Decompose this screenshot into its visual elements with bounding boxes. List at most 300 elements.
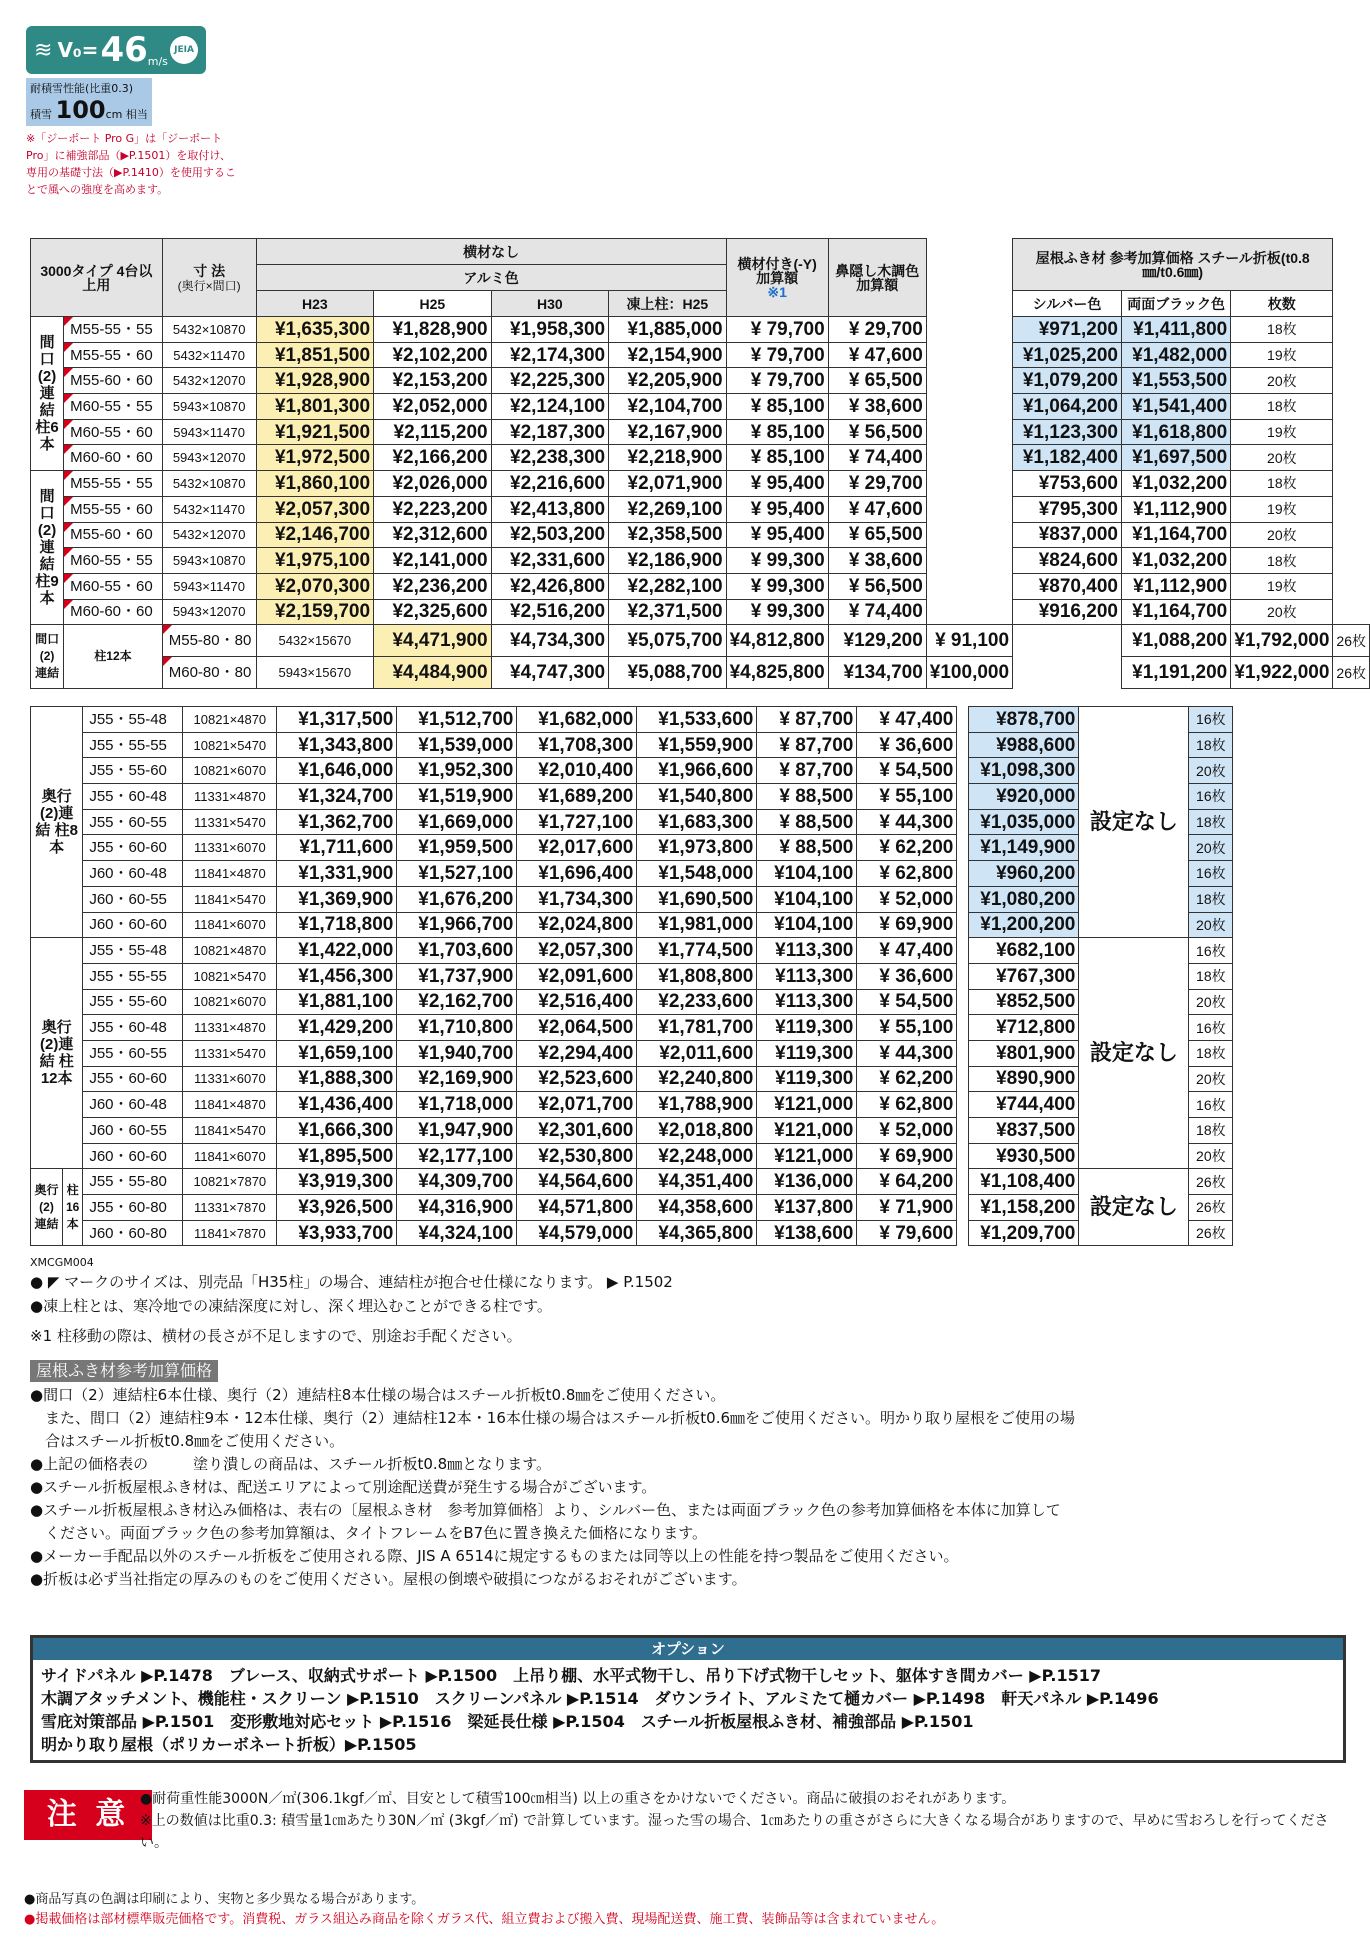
price-cell: ¥2,167,900 bbox=[609, 419, 727, 445]
table-row bbox=[31, 342, 1370, 368]
model-code: J55・55-55 bbox=[83, 732, 183, 758]
roof-notes bbox=[30, 1384, 1075, 1591]
gap bbox=[957, 912, 969, 938]
gap bbox=[926, 599, 1012, 625]
dimension: 11331×5470 bbox=[183, 809, 277, 835]
price-cell: ¥1,317,500 bbox=[277, 707, 397, 733]
dimension: 5432×11470 bbox=[162, 496, 256, 522]
top-note: ※「ジーポート Pro G」は「ジーポート Pro」に補強部品（▶P.1501）を取付け、専用の基礎寸法（▶P.1410）を使用することで風への強度を高めます。 bbox=[26, 132, 236, 196]
price-cell: ¥1,966,700 bbox=[397, 912, 517, 938]
roof-note: 合はスチール折板t0.8㎜をご使用ください。 bbox=[30, 1432, 345, 1450]
price-cell: ¥1,958,300 bbox=[491, 317, 609, 343]
price-cell: ¥2,162,700 bbox=[397, 989, 517, 1015]
price-cell: ¥971,200 bbox=[1013, 317, 1122, 343]
nobar-header: 横材なし bbox=[256, 239, 726, 265]
price-cell: ¥ 65,500 bbox=[828, 368, 926, 394]
sheet-count: 20枚 bbox=[1189, 1143, 1233, 1169]
price-cell: ¥ 87,700 bbox=[757, 707, 857, 733]
model-code: M60-55・60 bbox=[64, 573, 163, 599]
price-cell: ¥ 88,500 bbox=[757, 784, 857, 810]
price-cell: ¥ 54,500 bbox=[857, 758, 957, 784]
dim-header-label: 寸 法 bbox=[193, 262, 226, 279]
caution-badge bbox=[24, 1790, 152, 1840]
table-row bbox=[31, 1066, 1233, 1092]
no-setting-cell: 設定なし bbox=[1079, 707, 1189, 938]
price-cell: ¥1,966,600 bbox=[637, 758, 757, 784]
price-cell: ¥2,018,800 bbox=[637, 1118, 757, 1144]
roof-note: ●スチール折板屋根ふき材は、配送エリアによって別途配送費が発生する場合がございます。 bbox=[30, 1478, 657, 1496]
roof-note: また、間口（2）連結柱9本・12本仕様、奥行（2）連結柱12本・16本仕様の場合はスチール折板t0.6㎜をご使用ください。明かり取り屋根をご使用の場 bbox=[30, 1409, 1076, 1427]
model-code: J55・60-80 bbox=[83, 1195, 183, 1221]
dimension: 11331×7870 bbox=[183, 1195, 277, 1221]
price-cell: ¥ 79,700 bbox=[726, 317, 828, 343]
price-cell: ¥ 36,600 bbox=[857, 732, 957, 758]
table-row bbox=[31, 445, 1370, 471]
sheet-count: 20枚 bbox=[1189, 1066, 1233, 1092]
sheet-count: 16枚 bbox=[1189, 938, 1233, 964]
dimension: 11331×4870 bbox=[183, 784, 277, 810]
price-cell: ¥ 36,600 bbox=[857, 963, 957, 989]
table-row bbox=[31, 963, 1233, 989]
price-cell: ¥1,541,400 bbox=[1121, 394, 1230, 420]
model-code: M60-80・80 bbox=[162, 657, 256, 689]
price-cell: ¥1,422,000 bbox=[277, 938, 397, 964]
table-row bbox=[31, 657, 1370, 689]
price-cell: ¥1,158,200 bbox=[969, 1195, 1079, 1221]
price-cell: ¥ 29,700 bbox=[828, 317, 926, 343]
price-cell: ¥ 29,700 bbox=[828, 471, 926, 497]
price-cell: ¥ 54,500 bbox=[857, 989, 957, 1015]
model-code: J55・55-80 bbox=[83, 1169, 183, 1195]
table-row bbox=[31, 419, 1370, 445]
price-cell: ¥1,959,500 bbox=[397, 835, 517, 861]
price-cell: ¥1,922,000 bbox=[1231, 657, 1333, 689]
price-cell: ¥ 56,500 bbox=[828, 419, 926, 445]
price-cell: ¥1,209,700 bbox=[969, 1220, 1079, 1246]
note-mark: ● ◤ マークのサイズは、別売品「H35柱」の場合、連結柱が抱合せ仕様になります。 ▶ P.1502 bbox=[30, 1273, 673, 1291]
price-cell: ¥2,358,500 bbox=[609, 522, 727, 548]
price-cell: ¥ 91,100 bbox=[926, 625, 1012, 657]
price-cell: ¥ 47,600 bbox=[828, 496, 926, 522]
model-code: J60・60-55 bbox=[83, 886, 183, 912]
table-row bbox=[31, 625, 1370, 657]
dimension: 5943×15670 bbox=[256, 657, 374, 689]
price-cell: ¥1,079,200 bbox=[1013, 368, 1122, 394]
model-code: M60-55・60 bbox=[64, 419, 163, 445]
dimension: 11841×6070 bbox=[183, 1143, 277, 1169]
price-cell: ¥ 52,000 bbox=[857, 886, 957, 912]
price-cell: ¥1,456,300 bbox=[277, 963, 397, 989]
price-cell: ¥2,102,200 bbox=[374, 342, 492, 368]
model-code: J60・60-60 bbox=[83, 1143, 183, 1169]
spec-header bbox=[26, 26, 236, 198]
price-cell: ¥1,429,200 bbox=[277, 1015, 397, 1041]
table-row bbox=[31, 1195, 1233, 1221]
price-cell: ¥1,666,300 bbox=[277, 1118, 397, 1144]
dimension: 5432×12070 bbox=[162, 522, 256, 548]
price-cell: ¥1,696,400 bbox=[517, 861, 637, 887]
price-cell: ¥1,708,300 bbox=[517, 732, 637, 758]
footer-line: ●商品写真の色調は印刷により、実物と多少異なる場合があります。 bbox=[24, 1892, 425, 1907]
table-row bbox=[31, 522, 1370, 548]
price-cell: ¥1,689,200 bbox=[517, 784, 637, 810]
model-code: M60-55・55 bbox=[64, 548, 163, 574]
gap bbox=[926, 445, 1012, 471]
price-cell: ¥ 69,900 bbox=[857, 912, 957, 938]
model-code: J55・55-60 bbox=[83, 989, 183, 1015]
price-cell: ¥960,200 bbox=[969, 861, 1079, 887]
price-cell: ¥137,800 bbox=[757, 1195, 857, 1221]
price-cell: ¥1,343,800 bbox=[277, 732, 397, 758]
price-cell: ¥2,026,000 bbox=[374, 471, 492, 497]
options-line[interactable]: 明かり取り屋根（ポリカーボネート折板）▶P.1505 bbox=[41, 1735, 417, 1754]
price-cell: ¥1,895,500 bbox=[277, 1143, 397, 1169]
price-cell: ¥113,300 bbox=[757, 938, 857, 964]
dimension: 5943×12070 bbox=[162, 445, 256, 471]
price-cell: ¥795,300 bbox=[1013, 496, 1122, 522]
gap bbox=[957, 886, 969, 912]
model-code: M55-80・80 bbox=[162, 625, 256, 657]
gap bbox=[926, 573, 1012, 599]
price-cell: ¥1,646,000 bbox=[277, 758, 397, 784]
dimension: 10821×5470 bbox=[183, 732, 277, 758]
price-cell: ¥119,300 bbox=[757, 1066, 857, 1092]
snow-value-row bbox=[30, 96, 148, 124]
price-cell: ¥2,503,200 bbox=[491, 522, 609, 548]
dimension: 5432×10870 bbox=[162, 471, 256, 497]
price-cell: ¥1,369,900 bbox=[277, 886, 397, 912]
price-cell: ¥878,700 bbox=[969, 707, 1079, 733]
price-cell: ¥1,191,200 bbox=[1121, 657, 1230, 689]
note-frost: ●凍上柱とは、寒冷地での凍結深度に対し、深く埋込むことができる柱です。 bbox=[30, 1297, 552, 1315]
price-cell: ¥1,697,500 bbox=[1121, 445, 1230, 471]
price-cell: ¥104,100 bbox=[757, 886, 857, 912]
price-cell: ¥100,000 bbox=[926, 657, 1012, 689]
price-cell: ¥ 62,200 bbox=[857, 1066, 957, 1092]
price-cell: ¥ 62,800 bbox=[857, 861, 957, 887]
price-cell: ¥ 85,100 bbox=[726, 445, 828, 471]
price-cell: ¥2,146,700 bbox=[256, 522, 374, 548]
price-cell: ¥1,676,200 bbox=[397, 886, 517, 912]
price-cell: ¥4,365,800 bbox=[637, 1220, 757, 1246]
roof-note: ください。両面ブラック色の参考加算額は、タイトフレームをB7色に置き換えた価格になります。 bbox=[30, 1524, 707, 1542]
price-cell: ¥1,928,900 bbox=[256, 368, 374, 394]
wood-header: 鼻隠し木調色 加算額 bbox=[828, 239, 926, 317]
gap bbox=[1013, 657, 1122, 689]
gap bbox=[926, 239, 1012, 317]
model-code: J60・60-48 bbox=[83, 861, 183, 887]
price-cell: ¥1,035,000 bbox=[969, 809, 1079, 835]
table-row bbox=[31, 809, 1233, 835]
price-cell: ¥ 85,100 bbox=[726, 394, 828, 420]
model-code: J55・60-48 bbox=[83, 784, 183, 810]
price-cell: ¥129,200 bbox=[828, 625, 926, 657]
gap bbox=[957, 1015, 969, 1041]
table-code: XMCGM004 bbox=[30, 1256, 94, 1269]
price-cell: ¥134,700 bbox=[828, 657, 926, 689]
price-cell: ¥2,071,700 bbox=[517, 1092, 637, 1118]
table-row bbox=[31, 784, 1233, 810]
price-cell: ¥4,579,000 bbox=[517, 1220, 637, 1246]
options-title: オプション bbox=[33, 1638, 1343, 1660]
options-box bbox=[30, 1635, 1346, 1763]
price-cell: ¥1,123,300 bbox=[1013, 419, 1122, 445]
footer bbox=[24, 1890, 944, 1930]
price-cell: ¥104,100 bbox=[757, 912, 857, 938]
sheet-count: 20枚 bbox=[1231, 522, 1333, 548]
price-cell: ¥4,747,300 bbox=[491, 657, 609, 689]
options-line[interactable]: 雪庇対策部品 ▶P.1501 変形敷地対応セット ▶P.1516 梁延長仕様 ▶P.1504 スチール折板屋根ふき材、補強部品 ▶P.1501 bbox=[41, 1712, 974, 1731]
price-cell: ¥113,300 bbox=[757, 989, 857, 1015]
dimension: 5943×12070 bbox=[162, 599, 256, 625]
roof-note: ●折板は必ず当社指定の厚みのものをご使用ください。屋根の倒壊や破損につながるおそれがございます。 bbox=[30, 1570, 747, 1588]
gap bbox=[926, 317, 1012, 343]
options-line[interactable]: サイドパネル ▶P.1478 ブレース、収納式サポート ▶P.1500 上吊り棚、水平式物干し、吊り下げ式物干しセット、躯体すき間カバー ▶P.1517 bbox=[41, 1666, 1101, 1685]
price-cell: ¥2,223,200 bbox=[374, 496, 492, 522]
price-cell: ¥ 79,700 bbox=[726, 368, 828, 394]
table-row bbox=[31, 912, 1233, 938]
price-cell: ¥113,300 bbox=[757, 963, 857, 989]
price-cell: ¥837,500 bbox=[969, 1118, 1079, 1144]
price-cell: ¥2,301,600 bbox=[517, 1118, 637, 1144]
wind-value: 46 bbox=[100, 30, 148, 70]
price-cell: ¥ 99,300 bbox=[726, 599, 828, 625]
sheet-count: 26枚 bbox=[1333, 625, 1370, 657]
price-cell: ¥4,734,300 bbox=[491, 625, 609, 657]
price-cell: ¥1,032,200 bbox=[1121, 471, 1230, 497]
model-code: J55・55-55 bbox=[83, 963, 183, 989]
price-cell: ¥1,519,900 bbox=[397, 784, 517, 810]
model-code: J55・55-60 bbox=[83, 758, 183, 784]
price-cell: ¥1,682,000 bbox=[517, 707, 637, 733]
dimension: 5432×15670 bbox=[256, 625, 374, 657]
group-label: 奥行(2)連結 bbox=[31, 1169, 63, 1246]
price-cell: ¥ 88,500 bbox=[757, 835, 857, 861]
price-cell: ¥2,104,700 bbox=[609, 394, 727, 420]
gap bbox=[957, 1092, 969, 1118]
price-cell: ¥ 87,700 bbox=[757, 758, 857, 784]
gap bbox=[926, 394, 1012, 420]
price-cell: ¥ 99,300 bbox=[726, 548, 828, 574]
snow-unit: cm 相当 bbox=[105, 108, 148, 121]
gap bbox=[957, 1040, 969, 1066]
sheet-count: 20枚 bbox=[1231, 445, 1333, 471]
jeia-logo: JEIA bbox=[170, 36, 198, 64]
options-line[interactable]: 木調アタッチメント、機能柱・スクリーン ▶P.1510 スクリーンパネル ▶P.1514 ダウンライト、アルミたて樋カバー ▶P.1498 軒天パネル ▶P.1496 bbox=[41, 1689, 1159, 1708]
sheet-count: 19枚 bbox=[1231, 496, 1333, 522]
price-cell: ¥916,200 bbox=[1013, 599, 1122, 625]
sheet-count: 18枚 bbox=[1231, 394, 1333, 420]
gap bbox=[957, 989, 969, 1015]
price-cell: ¥ 88,500 bbox=[757, 809, 857, 835]
model-code: J55・60-55 bbox=[83, 809, 183, 835]
price-cell: ¥753,600 bbox=[1013, 471, 1122, 497]
price-table-m bbox=[30, 238, 1370, 689]
price-cell: ¥119,300 bbox=[757, 1015, 857, 1041]
price-cell: ¥1,690,500 bbox=[637, 886, 757, 912]
table-row bbox=[31, 394, 1370, 420]
price-cell: ¥2,166,200 bbox=[374, 445, 492, 471]
price-cell: ¥1,149,900 bbox=[969, 835, 1079, 861]
gap bbox=[957, 1143, 969, 1169]
price-cell: ¥1,940,700 bbox=[397, 1040, 517, 1066]
price-cell: ¥1,973,800 bbox=[637, 835, 757, 861]
price-cell: ¥2,169,900 bbox=[397, 1066, 517, 1092]
model-code: J55・60-60 bbox=[83, 1066, 183, 1092]
sheet-count: 18枚 bbox=[1231, 548, 1333, 574]
frost-header: 凍上柱：H25 bbox=[609, 291, 727, 317]
caution-line: ※上の数値は比重0.3: 積雪量1㎝あたり30N／㎡ (3kgf／㎡) で計算しています。湿った雪の場合、1㎝あたりの重さがさらに大きくなる場合がありますので、早めに雪おろしを行ってください。 bbox=[140, 1813, 1329, 1851]
h30-header: H30 bbox=[491, 291, 609, 317]
price-cell: ¥4,358,600 bbox=[637, 1195, 757, 1221]
table-row bbox=[31, 1143, 1233, 1169]
price-cell: ¥2,177,100 bbox=[397, 1143, 517, 1169]
price-cell: ¥1,774,500 bbox=[637, 938, 757, 964]
sheet-count: 20枚 bbox=[1189, 758, 1233, 784]
dimension: 11841×4870 bbox=[183, 861, 277, 887]
price-cell: ¥1,032,200 bbox=[1121, 548, 1230, 574]
table-row bbox=[31, 1040, 1233, 1066]
price-cell: ¥744,400 bbox=[969, 1092, 1079, 1118]
price-cell: ¥ 79,700 bbox=[726, 342, 828, 368]
price-cell: ¥4,571,800 bbox=[517, 1195, 637, 1221]
price-cell: ¥1,885,000 bbox=[609, 317, 727, 343]
gap bbox=[926, 419, 1012, 445]
bar-header-label: 横材付き(-Y) 加算額 bbox=[737, 255, 817, 286]
table-row bbox=[31, 317, 1370, 343]
price-cell: ¥1,981,000 bbox=[637, 912, 757, 938]
gap bbox=[957, 1195, 969, 1221]
roof-note: ●上記の価格表の 塗り潰しの商品は、スチール折板t0.8㎜となります。 bbox=[30, 1455, 552, 1473]
count-header: 枚数 bbox=[1231, 291, 1333, 317]
price-cell: ¥1,098,300 bbox=[969, 758, 1079, 784]
price-cell: ¥ 95,400 bbox=[726, 496, 828, 522]
price-cell: ¥ 55,100 bbox=[857, 1015, 957, 1041]
gap bbox=[926, 342, 1012, 368]
group-label: 間口(2)連結 柱9本 bbox=[31, 471, 64, 625]
price-cell: ¥1,781,700 bbox=[637, 1015, 757, 1041]
price-cell: ¥1,164,700 bbox=[1121, 522, 1230, 548]
table-row bbox=[31, 886, 1233, 912]
price-cell: ¥1,164,700 bbox=[1121, 599, 1230, 625]
gap bbox=[957, 938, 969, 964]
price-cell: ¥ 87,700 bbox=[757, 732, 857, 758]
price-cell: ¥2,174,300 bbox=[491, 342, 609, 368]
price-cell: ¥801,900 bbox=[969, 1040, 1079, 1066]
dimension: 11841×5470 bbox=[183, 1118, 277, 1144]
price-cell: ¥2,071,900 bbox=[609, 471, 727, 497]
price-cell: ¥2,052,000 bbox=[374, 394, 492, 420]
price-cell: ¥1,112,900 bbox=[1121, 496, 1230, 522]
price-cell: ¥2,294,400 bbox=[517, 1040, 637, 1066]
price-cell: ¥4,471,900 bbox=[374, 625, 492, 657]
price-cell: ¥ 79,600 bbox=[857, 1220, 957, 1246]
price-cell: ¥2,371,500 bbox=[609, 599, 727, 625]
silver-header: シルバー色 bbox=[1013, 291, 1122, 317]
price-cell: ¥ 44,300 bbox=[857, 809, 957, 835]
gap bbox=[957, 707, 969, 733]
wind-badge bbox=[26, 26, 206, 74]
table-row bbox=[31, 938, 1233, 964]
price-cell: ¥136,000 bbox=[757, 1169, 857, 1195]
price-cell: ¥2,516,200 bbox=[491, 599, 609, 625]
group-label: 間口(2)連結 柱6本 bbox=[31, 317, 64, 471]
model-code: M60-60・60 bbox=[64, 445, 163, 471]
price-cell: ¥1,482,000 bbox=[1121, 342, 1230, 368]
table-row bbox=[31, 861, 1233, 887]
price-cell: ¥767,300 bbox=[969, 963, 1079, 989]
price-cell: ¥3,933,700 bbox=[277, 1220, 397, 1246]
price-cell: ¥2,426,800 bbox=[491, 573, 609, 599]
price-cell: ¥3,919,300 bbox=[277, 1169, 397, 1195]
roof-note: ●メーカー手配品以外のスチール折板をご使用される際、JIS A 6514に規定するものまたは同等以上の性能を持つ製品をご使用ください。 bbox=[30, 1547, 959, 1565]
price-cell: ¥1,635,300 bbox=[256, 317, 374, 343]
table-row bbox=[31, 707, 1233, 733]
price-cell: ¥2,017,600 bbox=[517, 835, 637, 861]
price-cell: ¥1,436,400 bbox=[277, 1092, 397, 1118]
price-cell: ¥1,792,000 bbox=[1231, 625, 1333, 657]
gap bbox=[957, 732, 969, 758]
dimension: 11331×6070 bbox=[183, 835, 277, 861]
price-cell: ¥ 85,100 bbox=[726, 419, 828, 445]
snow-value: 100 bbox=[55, 96, 106, 124]
price-cell: ¥2,218,900 bbox=[609, 445, 727, 471]
price-cell: ¥4,324,100 bbox=[397, 1220, 517, 1246]
gap bbox=[957, 861, 969, 887]
sheet-count: 20枚 bbox=[1231, 599, 1333, 625]
price-cell: ¥2,331,600 bbox=[491, 548, 609, 574]
sheet-count: 16枚 bbox=[1189, 784, 1233, 810]
gap bbox=[957, 1169, 969, 1195]
price-cell: ¥1,108,400 bbox=[969, 1169, 1079, 1195]
price-cell: ¥ 47,400 bbox=[857, 938, 957, 964]
table-row bbox=[31, 368, 1370, 394]
price-cell: ¥1,324,700 bbox=[277, 784, 397, 810]
price-cell: ¥ 62,800 bbox=[857, 1092, 957, 1118]
price-cell: ¥ 95,400 bbox=[726, 522, 828, 548]
sheet-count: 26枚 bbox=[1189, 1220, 1233, 1246]
gap bbox=[926, 522, 1012, 548]
sheet-count: 16枚 bbox=[1189, 707, 1233, 733]
type-header: 3000タイプ 4台以上用 bbox=[31, 239, 163, 317]
black-header: 両面ブラック色 bbox=[1121, 291, 1230, 317]
sheet-count: 20枚 bbox=[1189, 835, 1233, 861]
price-cell: ¥2,233,600 bbox=[637, 989, 757, 1015]
group-label-sub: 柱12本 bbox=[64, 625, 163, 689]
price-cell: ¥1,952,300 bbox=[397, 758, 517, 784]
group-label: 奥行(2)連結 柱12本 bbox=[31, 938, 83, 1169]
price-cell: ¥1,548,000 bbox=[637, 861, 757, 887]
price-cell: ¥1,921,500 bbox=[256, 419, 374, 445]
price-table-j bbox=[30, 706, 1233, 1246]
price-cell: ¥2,248,000 bbox=[637, 1143, 757, 1169]
gap bbox=[957, 1220, 969, 1246]
price-cell: ¥ 99,300 bbox=[726, 573, 828, 599]
model-code: M55-55・55 bbox=[64, 317, 163, 343]
dimension: 5943×11470 bbox=[162, 419, 256, 445]
snow-badge bbox=[26, 78, 152, 126]
dimension: 10821×5470 bbox=[183, 963, 277, 989]
table-row bbox=[31, 835, 1233, 861]
price-cell: ¥1,182,400 bbox=[1013, 445, 1122, 471]
caution-line: ●耐荷重性能3000N／㎡(306.1kgf／㎡、目安として積雪100㎝相当) 以上の重さをかけないでください。商品に破損のおそれがあります。 bbox=[140, 1791, 1016, 1807]
model-code: M55-55・55 bbox=[64, 471, 163, 497]
model-code: J60・60-60 bbox=[83, 912, 183, 938]
price-cell: ¥ 74,400 bbox=[828, 599, 926, 625]
model-code: J55・55-48 bbox=[83, 707, 183, 733]
table-row bbox=[31, 989, 1233, 1015]
price-cell: ¥2,024,800 bbox=[517, 912, 637, 938]
